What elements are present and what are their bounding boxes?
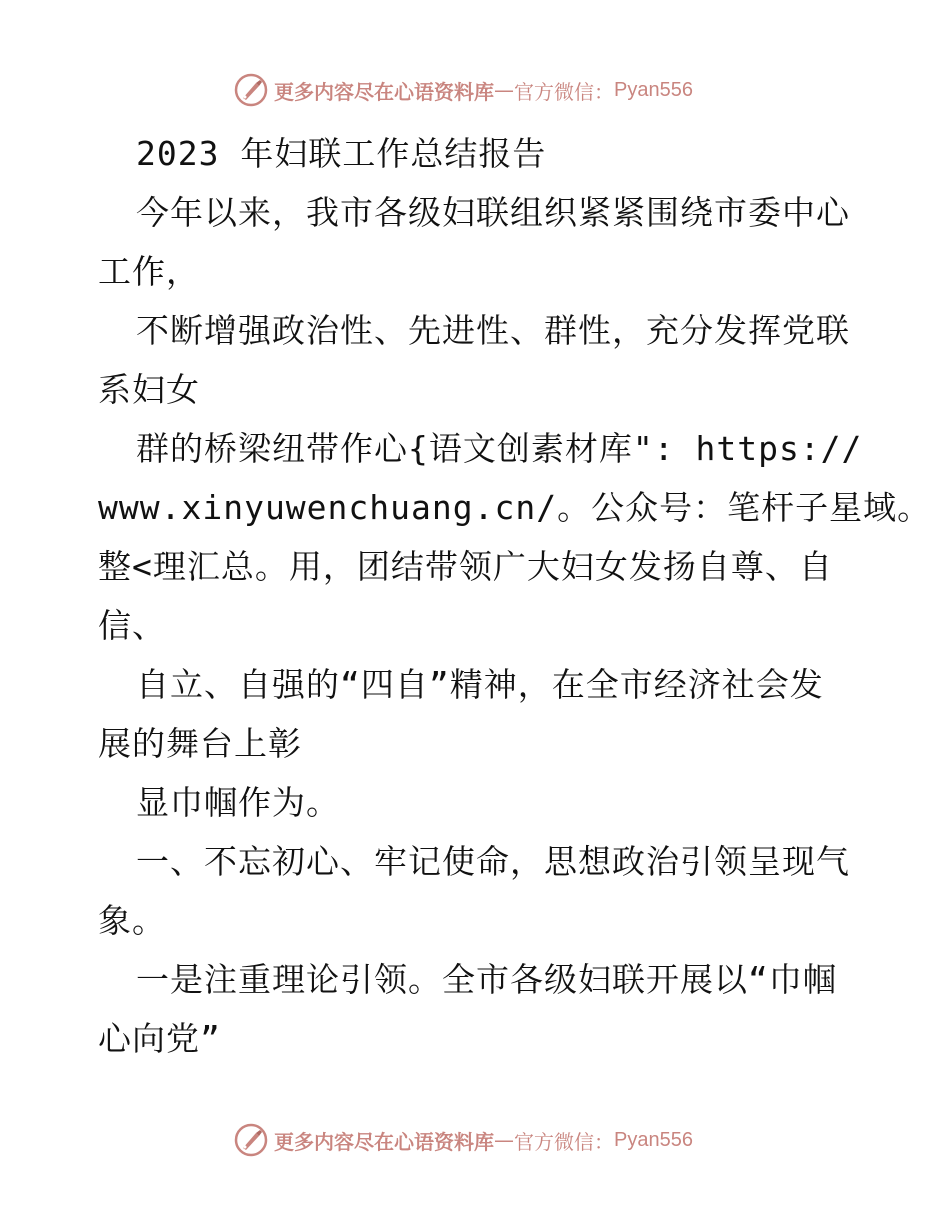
- header-banner-separator: —: [494, 78, 514, 102]
- document-title: 2023 年妇联工作总结报告: [136, 134, 547, 173]
- header-banner-title: 更多内容尽在心语资料库: [274, 79, 494, 104]
- paragraph-line: 展的舞台上彰: [98, 724, 302, 763]
- paragraph-line: 自立、自强的“四自”精神，在全市经济社会发: [136, 665, 824, 704]
- paragraph-line: 心向党”: [98, 1019, 221, 1058]
- footer-banner-wechat-id: Pyan556: [614, 1128, 693, 1151]
- paragraph-line: 工作，: [98, 252, 200, 291]
- footer-banner-wechat-label: 官方微信：: [514, 1129, 614, 1154]
- header-banner-wechat-id: Pyan556: [614, 78, 693, 101]
- paragraph-line: www.xinyuwenchuang.cn/。公众号：笔杆子星域。: [98, 488, 932, 527]
- paragraph-line: 不断增强政治性、先进性、群性，充分发挥党联: [136, 311, 850, 350]
- pen-logo-icon: [234, 73, 268, 107]
- pen-logo-icon: [234, 1123, 268, 1157]
- paragraph-line: 群的桥梁纽带作心{语文创素材库": https://: [136, 429, 863, 468]
- header-banner-wechat-label: 官方微信：: [514, 79, 614, 104]
- footer-banner-title: 更多内容尽在心语资料库: [274, 1129, 494, 1154]
- document-body: [98, 124, 932, 1068]
- paragraph-line: 一是注重理论引领。全市各级妇联开展以“巾帼: [136, 960, 837, 999]
- header-banner: [234, 72, 693, 108]
- paragraph-line: 象。: [98, 901, 166, 940]
- footer-banner-separator: —: [494, 1128, 514, 1152]
- paragraph-line: 今年以来，我市各级妇联组织紧紧围绕市委中心: [136, 193, 850, 232]
- paragraph-line: 系妇女: [98, 370, 200, 409]
- paragraph-line: 信、: [98, 606, 166, 645]
- section-heading: 一、不忘初心、牢记使命，思想政治引领呈现气: [136, 842, 850, 881]
- paragraph-line: 整<理汇总。用，团结带领广大妇女发扬自尊、自: [98, 547, 833, 586]
- footer-banner: [234, 1122, 693, 1158]
- paragraph-line: 显巾帼作为。: [136, 783, 340, 822]
